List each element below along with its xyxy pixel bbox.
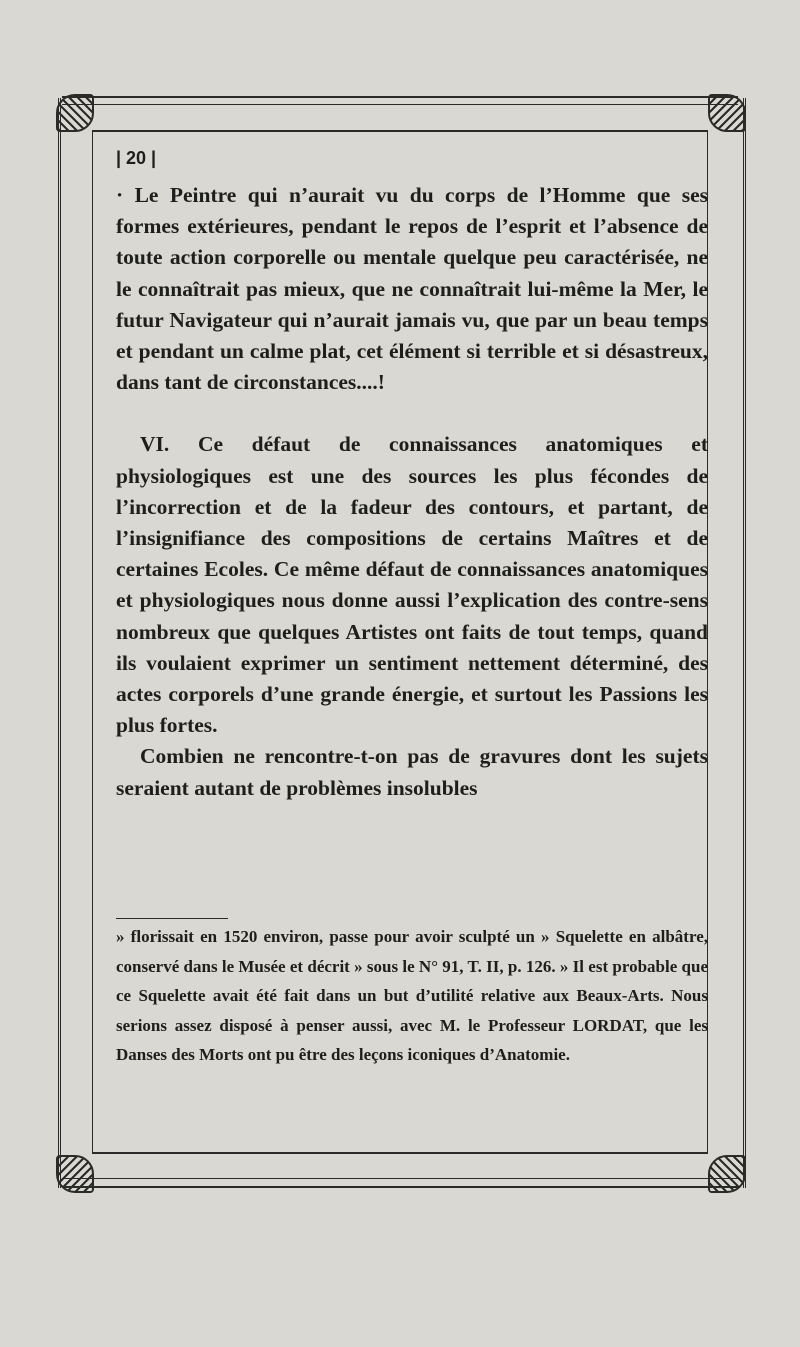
paragraph: VI. Ce défaut de connaissances anatomiques et physiologiques est une des sources les plus fécondes de l’incorrection et de la fadeur des contours, et partant, de l’insignifiance des compositions de certains Maîtres et de certaines Ecoles. Ce même défaut de connaissances anatomiques et physiologiques nous donne aussi l’explication des contre-sens nombreux que quelques Artistes ont faits de tout temps, quand ils voulaient exprimer un sentiment nettement déterminé, des actes corporels d’une grande énergie, et surtout les Passions les plus fortes. — [116, 432, 708, 738]
corner-ornament-icon — [56, 94, 94, 132]
bottom-rule — [62, 1186, 738, 1188]
top-rule — [62, 96, 738, 98]
corner-ornament-icon — [708, 94, 746, 132]
corner-ornament-icon — [56, 1155, 94, 1193]
inner-left-rule — [92, 130, 93, 1152]
footnote — [116, 922, 708, 1070]
body-text — [116, 180, 708, 804]
inner-top-rule — [92, 130, 708, 132]
footnote-separator — [116, 918, 228, 919]
paragraph: · Le Peintre qui n’aurait vu du corps de l’Homme que ses formes extérieures, pendant le repos de l’esprit et l’absence de toute action corporelle ou mentale quelque peu caractérisée, ne le connaîtrait pas mieux, que ne connaîtrait lui-même la Mer, le futur Navigateur qui n’aurait jamais vu, que par un beau temps et pendant un calme plat, cet élément si terrible et si désastreux, dans tant de circonstances....! — [116, 183, 708, 395]
inner-bottom-rule — [92, 1152, 708, 1154]
footnote-text: » florissait en 1520 environ, passe pour avoir sculpté un » Squelette en albâtre, conservé dans le Musée et décrit » sous le N° 91, T. II, p. 126. » Il est probable que ce Squelette avait été fait dans un but d’utilité relative aux Beaux-Arts. Nous serions assez disposé à penser aussi, avec M. le Professeur LORDAT, que les Danses des Morts ont pu être des leçons iconiques d’Anatomie. — [116, 927, 708, 1064]
bottom-rule-thin — [62, 1178, 738, 1179]
top-rule-thin — [62, 104, 738, 105]
page-number: | 20 | — [116, 148, 157, 168]
paragraph: Combien ne rencontre-t-on pas de gravures dont les sujets seraient autant de problèmes insolubles — [116, 744, 708, 800]
corner-ornament-icon — [708, 1155, 746, 1193]
